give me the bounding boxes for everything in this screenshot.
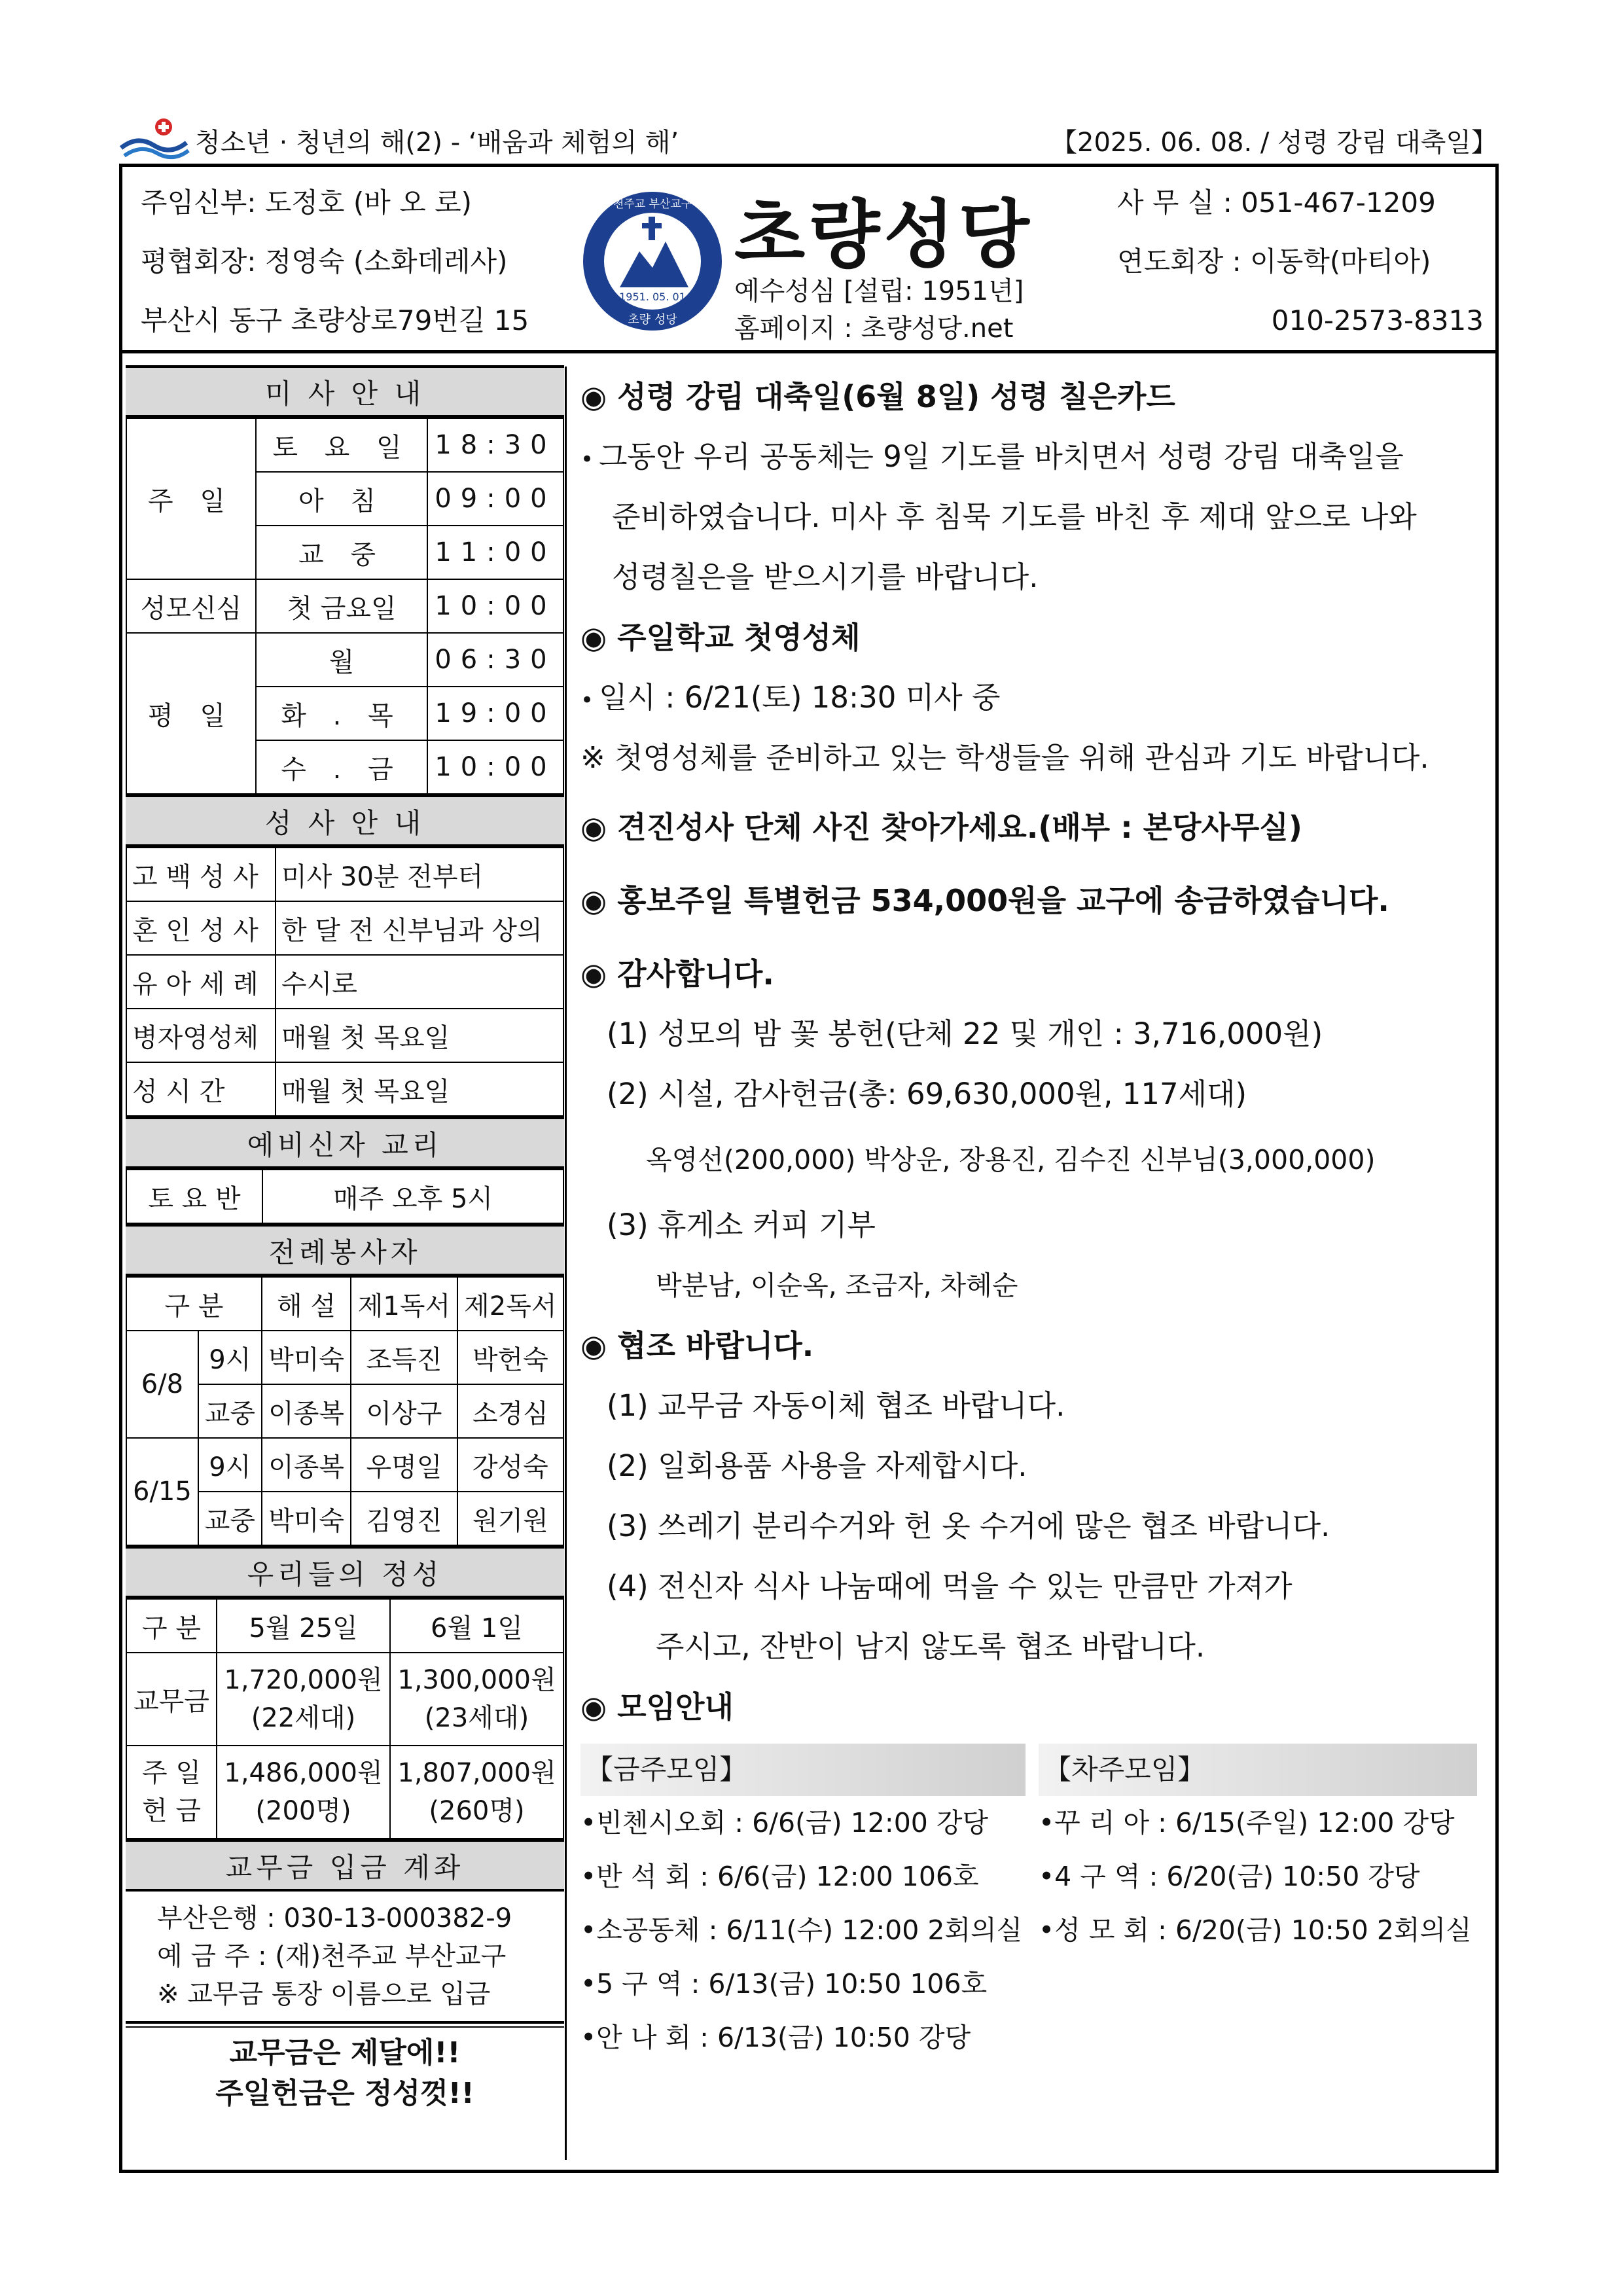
notice-heading: [580, 367, 1490, 427]
liturgy-h-r2: 제2독서: [457, 1277, 563, 1331]
notice-text: (4) 전신자 식사 나눔때에 먹을 수 있는 만큼만 가져가: [607, 1569, 1293, 1604]
sunday-offering-label-a: 주 일: [142, 1758, 201, 1788]
sacrament-value: 한 달 전 신부님과 상의: [276, 901, 563, 955]
notice-text: (2) 시설, 감사헌금(총: 69,630,000원, 117세대): [607, 1077, 1247, 1111]
catechumen-value: 매주 오후 5시: [262, 1170, 563, 1223]
account-note: ※ 교무금 통장 이름으로 입금: [157, 1979, 491, 2009]
offering-h-d1: 5월 25일: [217, 1599, 390, 1653]
catechumen-label: 토 요 반: [126, 1170, 262, 1223]
year-theme: 청소년 · 청년의 해(2) - ‘배움과 체험의 해’: [195, 128, 679, 158]
offering-title: 우리들의 정성: [126, 1546, 564, 1598]
offering-h-div: 구 분: [126, 1599, 217, 1653]
notice-heading: [580, 1316, 1490, 1376]
notice-text: (3) 휴게소 커피 기부: [607, 1208, 876, 1242]
sacrament-label: 혼 인 성 사: [126, 901, 276, 955]
liturgy-date: 6/8: [126, 1331, 198, 1438]
next-week-header: 【차주모임】: [1039, 1744, 1477, 1796]
liturgy-table: [126, 1276, 564, 1546]
sacrament-value: 매월 첫 목요일: [276, 1062, 563, 1116]
sacrament-label: 성 시 간: [126, 1062, 276, 1116]
notice-text: (2) 일회용품 사용을 자제합시다.: [607, 1448, 1027, 1483]
main-frame: [119, 353, 1499, 2173]
sacraments-title: 성 사 안 내: [126, 795, 564, 847]
liturgy-time: 교중: [198, 1384, 262, 1438]
notice-marker-icon: ◉: [580, 883, 607, 918]
notice-heading: [580, 607, 1490, 668]
notice-marker-icon: ◉: [580, 1328, 607, 1363]
account-holder: 예 금 주 : (재)천주교 부산교구: [157, 1941, 507, 1971]
mass-table: [126, 418, 564, 795]
patron: 예수성심 [설립: 1951년]: [734, 276, 1024, 306]
slogan-offering: 주일헌금은 정성껏!!: [215, 2077, 474, 2110]
liturgy-cell: 원기원: [457, 1492, 563, 1545]
meeting-item: •5 구 역 : 6/13(금) 10:50 106호: [580, 1968, 988, 2000]
sacrament-value: 매월 첫 목요일: [276, 1009, 563, 1062]
liturgy-time: 교중: [198, 1492, 262, 1545]
catechumen-table: [126, 1169, 564, 1224]
notices-column: [580, 367, 1490, 2110]
wedfri-label: 수 . 금: [256, 740, 427, 794]
notice-text: 성령칠은을 받으시기를 바랍니다.: [612, 560, 1039, 594]
parish-seal-icon: [580, 189, 724, 333]
left-column: [126, 365, 564, 2114]
meeting-item: •안 나 회 : 6/13(금) 10:50 강당: [580, 2022, 971, 2053]
weekday-label: 평 일: [126, 633, 256, 794]
meeting-item: •소공동체 : 6/11(수) 12:00 2회의실: [580, 1914, 1023, 1946]
header-box: [119, 164, 1499, 353]
tuethu-label: 화 . 목: [256, 687, 427, 740]
liturgy-cell: 이상구: [351, 1384, 457, 1438]
date-title: 【2025. 06. 08. / 성령 강림 대축일】: [1051, 128, 1497, 158]
seal-year: 1951. 05. 01: [619, 291, 686, 303]
chair: 연도회장 : 이동학(마티아): [1117, 245, 1431, 278]
sunday-label: 주 일: [126, 418, 256, 579]
council-president: 평협회장: 정영숙 (소화데레사): [141, 245, 508, 278]
liturgy-cell: 박미숙: [262, 1492, 351, 1545]
seal-text-top: 천주교 부산교구: [613, 198, 692, 211]
dues-d2-amount: 1,300,000원: [397, 1665, 556, 1695]
dues-d1-count: (22세대): [251, 1703, 356, 1733]
liturgy-h-r1: 제1독서: [351, 1277, 457, 1331]
liturgy-cell: 김영진: [351, 1492, 457, 1545]
notice-title: 성령 강림 대축일(6월 8일) 성령 칠은카드: [617, 379, 1175, 414]
notice-text: 준비하였습니다. 미사 후 침묵 기도를 바친 후 제대 앞으로 나와: [612, 499, 1417, 534]
meetings: [580, 1744, 1490, 2110]
sunday-d2-amount: 1,807,000원: [397, 1758, 556, 1788]
notice-marker-icon: ◉: [580, 620, 607, 655]
notice-heading: [580, 944, 1490, 1004]
notice-text: (3) 쓰레기 분리수거와 헌 옷 수거에 많은 협조 바랍니다.: [607, 1509, 1330, 1543]
noon-label: 교 중: [256, 526, 427, 579]
morning-time: 09:00: [427, 472, 563, 526]
notice-heading: [580, 797, 1490, 857]
sacrament-value: 수시로: [276, 955, 563, 1009]
slogan-dues: 교무금은 제달에!!: [229, 2036, 461, 2070]
sacrament-label: 유 아 세 례: [126, 955, 276, 1009]
liturgy-cell: 강성숙: [457, 1438, 563, 1492]
mon-time: 06:30: [427, 633, 563, 687]
bullet-icon: •: [580, 446, 594, 473]
heart-time: 10:00: [427, 579, 563, 633]
heart-day: 첫 금요일: [256, 579, 427, 633]
sacrament-label: 병자영성체: [126, 1009, 276, 1062]
liturgy-title: 전례봉사자: [126, 1224, 564, 1276]
notice-text: (1) 성모의 밤 꽃 봉헌(단체 22 및 개인 : 3,716,000원): [607, 1016, 1323, 1051]
liturgy-cell: 조득진: [351, 1331, 457, 1384]
notice-text: 박분남, 이순옥, 조금자, 차혜순: [656, 1270, 1018, 1301]
notice-text: 옥영선(200,000) 박상운, 장용진, 김수진 신부님(3,000,000): [646, 1144, 1376, 1175]
account-title: 교무금 입금 계좌: [126, 1839, 564, 1892]
chair-phone: 010-2573-8313: [1271, 304, 1484, 336]
notice-marker-icon: ◉: [580, 1689, 607, 1725]
offering-h-d2: 6월 1일: [390, 1599, 563, 1653]
diocese-logo-icon: [118, 117, 190, 162]
liturgy-cell: 이종복: [262, 1384, 351, 1438]
sacrament-label: 고 백 성 사: [126, 848, 276, 901]
tuethu-time: 19:00: [427, 687, 563, 740]
homepage-link[interactable]: 홈페이지 : 초량성당.net: [734, 314, 1014, 344]
dues-d1-amount: 1,720,000원: [224, 1665, 383, 1695]
notice-marker-icon: ◉: [580, 956, 607, 992]
bullet-icon: •: [580, 687, 594, 713]
meeting-item: •빈첸시오회 : 6/6(금) 12:00 강당: [580, 1807, 989, 1839]
notice-text: (1) 교무금 자동이체 협조 바랍니다.: [607, 1388, 1065, 1423]
wedfri-time: 10:00: [427, 740, 563, 794]
liturgy-date: 6/15: [126, 1438, 198, 1545]
liturgy-cell: 박미숙: [262, 1331, 351, 1384]
account-bank: 부산은행 : 030-13-000382-9: [157, 1903, 512, 1933]
notice-title: 모임안내: [617, 1689, 734, 1725]
liturgy-time: 9시: [198, 1438, 262, 1492]
catechumen-title: 예비신자 교리: [126, 1117, 564, 1169]
notice-marker-icon: ◉: [580, 379, 607, 414]
notice-title: 감사합니다.: [617, 956, 774, 992]
notice-title: 홍보주일 특별헌금 534,000원을 교구에 송금하였습니다.: [617, 883, 1389, 918]
noon-time: 11:00: [427, 526, 563, 579]
notice-title: 협조 바랍니다.: [617, 1328, 814, 1363]
seal-text-bottom: 초량 성당: [628, 313, 677, 327]
notice-text: ※ 첫영성체를 준비하고 있는 학생들을 위해 관심과 기도 바랍니다.: [580, 740, 1429, 775]
meeting-item: •4 구 역 : 6/20(금) 10:50 강당: [1039, 1861, 1420, 1892]
sunday-offering-label-b: 헌 금: [142, 1796, 201, 1826]
dues-label: 교무금: [126, 1653, 217, 1746]
mon-label: 월: [256, 633, 427, 687]
liturgy-cell: 소경심: [457, 1384, 563, 1438]
notice-heading: [580, 870, 1490, 931]
notice-title: 견진성사 단체 사진 찾아가세요.(배부 : 본당사무실): [617, 810, 1302, 845]
liturgy-cell: 이종복: [262, 1438, 351, 1492]
notice-text: 일시 : 6/21(토) 18:30 미사 중: [599, 680, 1001, 715]
top-line: [118, 117, 1497, 162]
sunday-d2-count: (260명): [429, 1796, 525, 1826]
notice-marker-icon: ◉: [580, 810, 607, 845]
pastor: 주임신부: 도정호 (바 오 로): [141, 187, 473, 219]
office-phone: 사 무 실 : 051-467-1209: [1117, 187, 1436, 219]
column-divider: [565, 367, 567, 2160]
liturgy-h-div: 구 분: [126, 1277, 262, 1331]
mass-title: 미 사 안 내: [126, 365, 564, 418]
meeting-item: •꾸 리 아 : 6/15(주일) 12:00 강당: [1039, 1807, 1455, 1839]
meeting-item: •성 모 회 : 6/20(금) 10:50 2회의실: [1039, 1914, 1472, 1946]
sunday-d1-amount: 1,486,000원: [224, 1758, 383, 1788]
liturgy-cell: 우명일: [351, 1438, 457, 1492]
sunday-d1-count: (200명): [255, 1796, 351, 1826]
liturgy-h-comm: 해 설: [262, 1277, 351, 1331]
church-name: 초량성당: [734, 192, 1033, 278]
address: 부산시 동구 초량상로79번길 15: [141, 304, 529, 336]
liturgy-time: 9시: [198, 1331, 262, 1384]
heart-label: 성모신심: [126, 579, 256, 633]
this-week-header: 【금주모임】: [580, 1744, 1026, 1796]
sat-time: 18:30: [427, 418, 563, 472]
notice-heading: [580, 1677, 1490, 1737]
morning-label: 아 침: [256, 472, 427, 526]
meeting-item: •반 석 회 : 6/6(금) 12:00 106호: [580, 1861, 979, 1892]
notice-text: 주시고, 잔반이 남지 않도록 협조 바랍니다.: [656, 1629, 1205, 1664]
notice-text: 그동안 우리 공동체는 9일 기도를 바치면서 성령 강림 대축일을: [599, 439, 1404, 474]
notice-title: 주일학교 첫영성체: [617, 620, 861, 655]
dues-d2-count: (23세대): [424, 1703, 529, 1733]
offering-table: [126, 1598, 564, 1839]
sacrament-value: 미사 30분 전부터: [276, 848, 563, 901]
sacraments-table: [126, 847, 564, 1117]
sat-label: 토 요 일: [256, 418, 427, 472]
liturgy-cell: 박헌숙: [457, 1331, 563, 1384]
